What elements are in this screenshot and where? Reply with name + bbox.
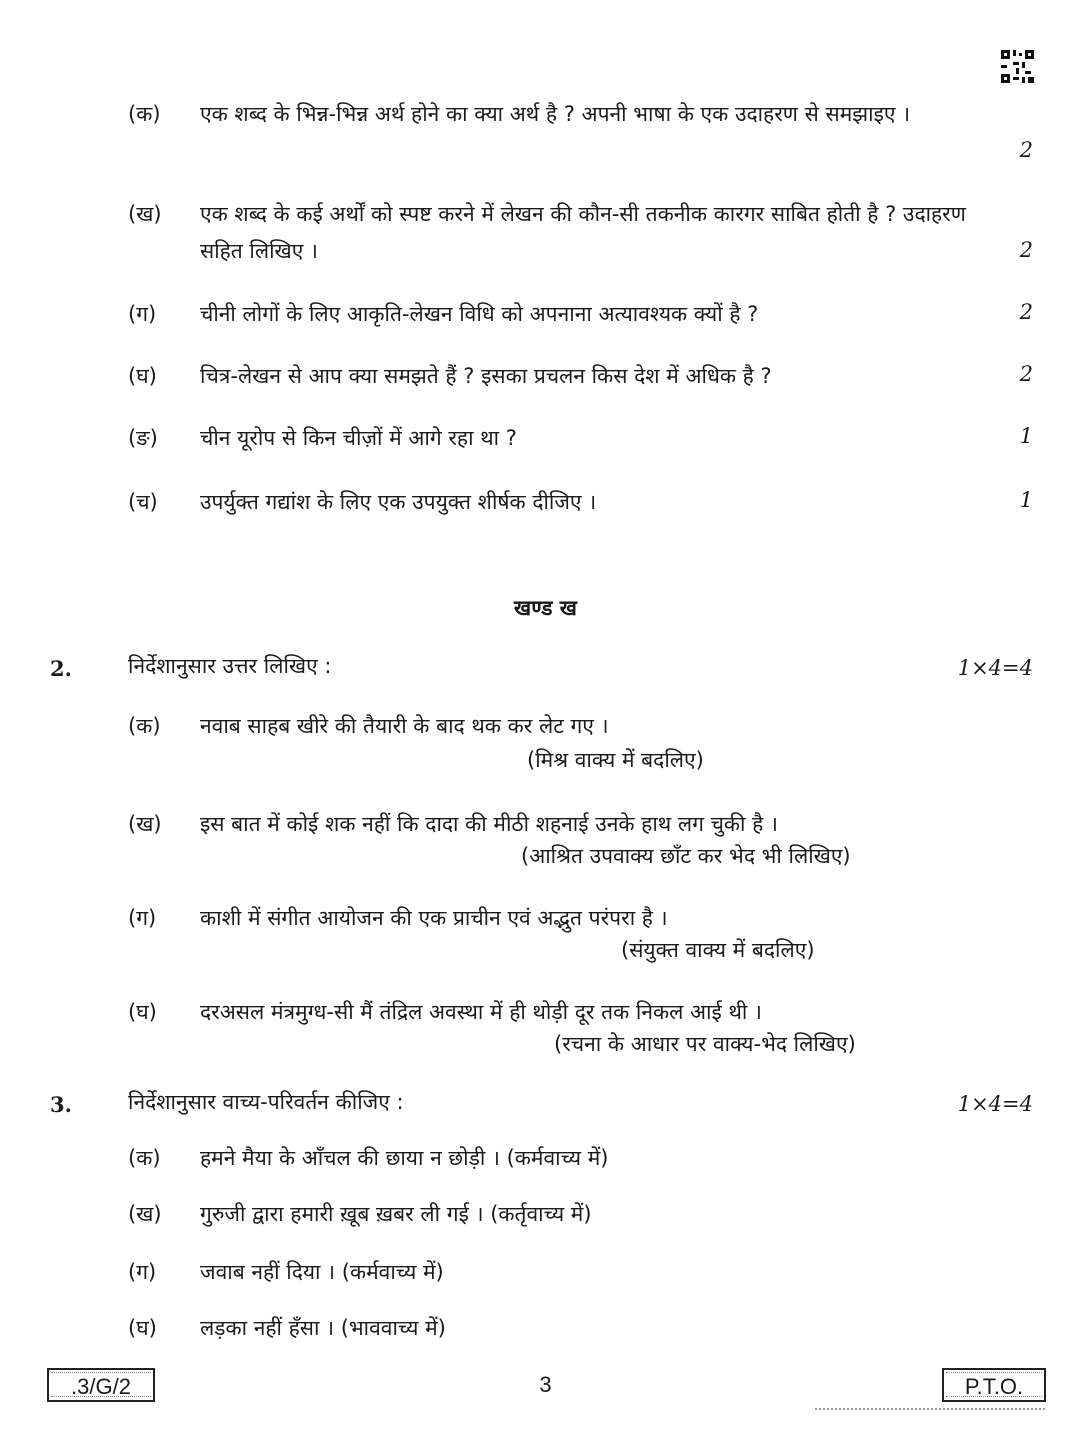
subpart-label: (ख)	[128, 202, 162, 226]
subpart-label: (ङ)	[128, 426, 158, 450]
item-text: गुरुजी द्वारा हमारी ख़ूब ख़बर ली गई । (कर्तृवाच्य में)	[200, 1202, 592, 1226]
subpart-marks: 2	[1019, 300, 1033, 324]
item-text: नवाब साहब खीरे की तैयारी के बाद थक कर लेट गए ।	[200, 714, 609, 738]
item-label: (ख)	[128, 1202, 162, 1226]
subpart-label: (घ)	[128, 364, 157, 388]
question-number: 3.	[50, 1092, 72, 1117]
subpart-marks: 2	[1019, 362, 1033, 386]
item-label: (क)	[128, 714, 161, 738]
item-label: (ग)	[128, 906, 157, 930]
item-text: जवाब नहीं दिया । (कर्मवाच्य में)	[200, 1260, 444, 1284]
subpart-label: (क)	[128, 102, 161, 126]
item-text: काशी में संगीत आयोजन की एक प्राचीन एवं अद्भुत परंपरा है ।	[200, 906, 668, 930]
item-text: दरअसल मंत्रमुग्ध-सी मैं तंद्रिल अवस्था में ही थोड़ी दूर तक निकल आई थी ।	[200, 1000, 762, 1024]
question-text: निर्देशानुसार वाच्य-परिवर्तन कीजिए :	[128, 1090, 404, 1114]
subpart-text: उपर्युक्त गद्यांश के लिए एक उपयुक्त शीर्षक दीजिए ।	[200, 490, 597, 514]
question-marks: 1×4=4	[957, 1092, 1033, 1116]
section-title: खण्ड ख	[514, 596, 577, 620]
item-text: लड़का नहीं हँसा । (भाववाच्य में)	[200, 1316, 446, 1340]
item-instruction: (मिश्र वाक्य में बदलिए)	[527, 748, 704, 772]
page-number: 3	[539, 1372, 552, 1397]
subpart-marks: 1	[1019, 424, 1033, 448]
subpart-label: (च)	[128, 490, 158, 514]
subpart-text: एक शब्द के भिन्न-भिन्न अर्थ होने का क्या अर्थ है ? अपनी भाषा के एक उदाहरण से समझाइए ।	[200, 102, 911, 126]
qr-code-icon	[1001, 50, 1034, 83]
subpart-marks: 2	[1019, 238, 1033, 262]
item-instruction: (रचना के आधार पर वाक्य-भेद लिखिए)	[554, 1032, 856, 1056]
item-label: (क)	[128, 1146, 161, 1170]
item-instruction: (संयुक्त वाक्य में बदलिए)	[621, 938, 815, 962]
question-number: 2.	[50, 656, 72, 681]
subpart-text: चीनी लोगों के लिए आकृति-लेखन विधि को अपनाना अत्यावश्यक क्यों है ?	[200, 302, 759, 326]
question-marks: 1×4=4	[957, 656, 1033, 680]
item-instruction: (आश्रित उपवाक्य छाँट कर भेद भी लिखिए)	[521, 844, 851, 868]
item-text: इस बात में कोई शक नहीं कि दादा की मीठी शहनाई उनके हाथ लग चुकी है ।	[200, 812, 778, 836]
item-text: हमने मैया के आँचल की छाया न छोड़ी । (कर्मवाच्य में)	[200, 1146, 609, 1170]
subpart-text: एक शब्द के कई अर्थों को स्पष्ट करने में लेखन की कौन-सी तकनीक कारगर साबित होती है ? उदाहरण सहित लिखिए ।	[200, 202, 966, 263]
subpart-text: चीन यूरोप से किन चीज़ों में आगे रहा था ?	[200, 426, 517, 450]
item-label: (घ)	[128, 1316, 157, 1340]
paper-code-box: .3/G/2	[47, 1368, 155, 1402]
subpart-label: (ग)	[128, 302, 157, 326]
subpart-text: चित्र-लेखन से आप क्या समझते हैं ? इसका प्रचलन किस देश में अधिक है ?	[200, 364, 772, 388]
item-label: (ग)	[128, 1260, 157, 1284]
item-label: (ख)	[128, 812, 162, 836]
item-label: (घ)	[128, 1000, 157, 1024]
subpart-marks: 1	[1019, 488, 1033, 512]
pto-box: P.T.O.	[942, 1368, 1046, 1402]
subpart-marks: 2	[1019, 138, 1033, 162]
question-text: निर्देशानुसार उत्तर लिखिए :	[128, 654, 332, 678]
microprint-line	[815, 1408, 1045, 1412]
